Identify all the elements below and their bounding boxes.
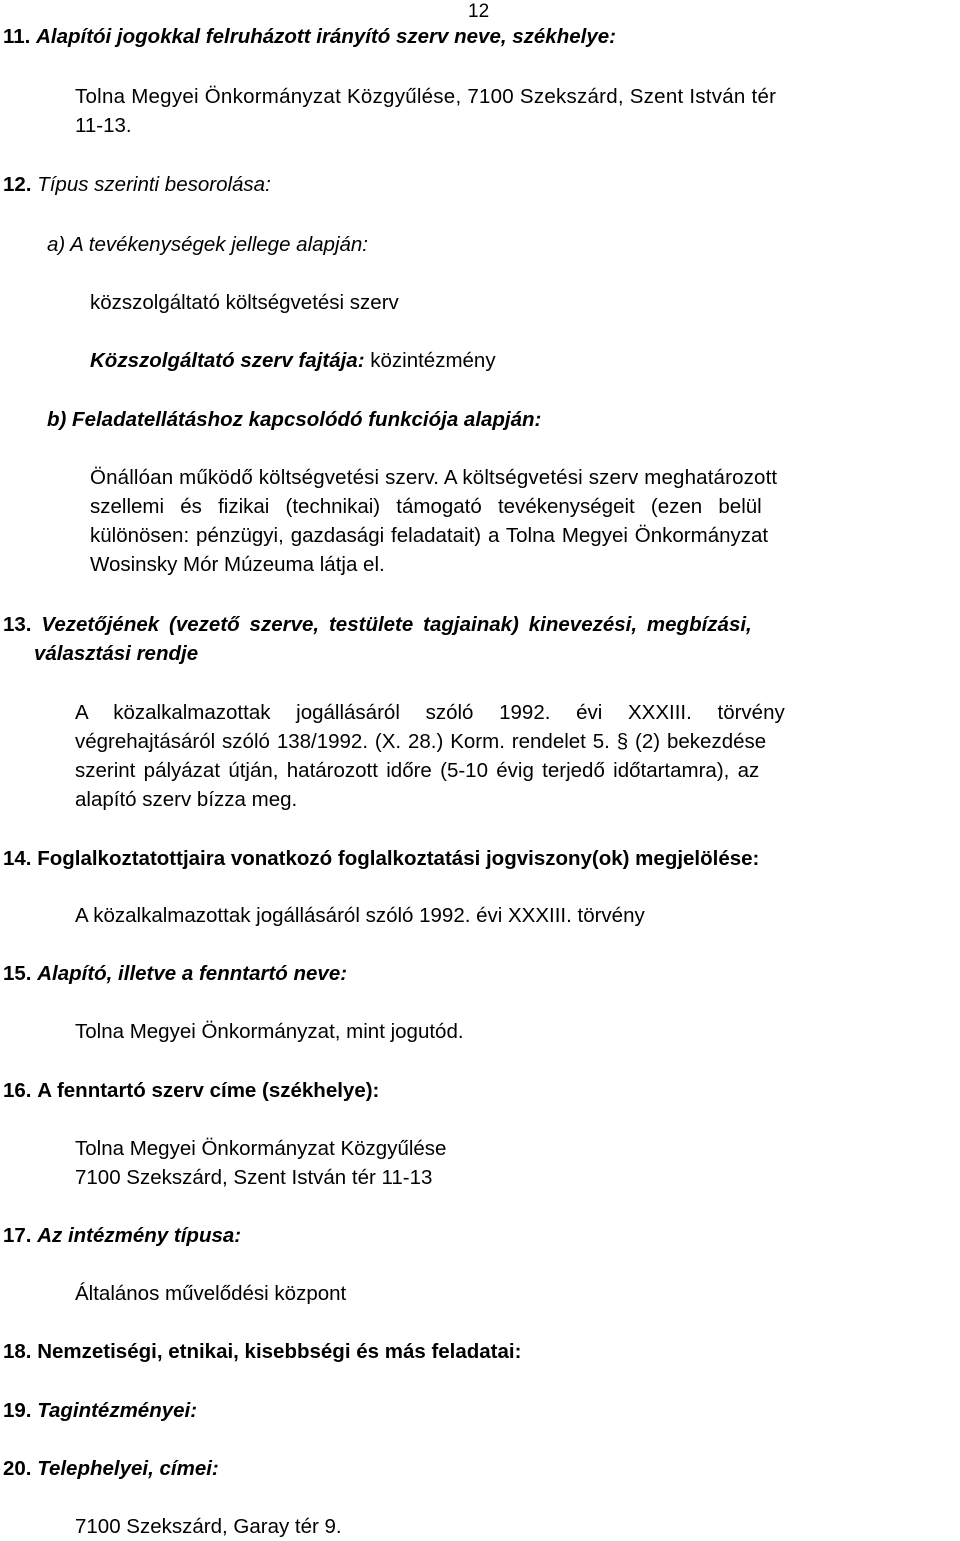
section-16-heading: [3, 1076, 379, 1105]
section-17-title: Az intézmény típusa:: [37, 1224, 242, 1247]
section-14-heading: [3, 844, 759, 873]
section-20-number: 20.: [3, 1457, 32, 1480]
section-12-b-label: b) Feladatellátáshoz kapcsolódó funkciója alapján:: [47, 408, 542, 431]
section-14-value: A közalkalmazottak jogállásáról szóló 1992. évi XXXIII. törvény: [75, 904, 645, 927]
section-14-title: Foglalkoztatottjaira vonatkozó foglalkoztatási jogviszony(ok) megjelölése:: [37, 847, 760, 870]
section-12-heading: [3, 170, 271, 199]
section-12-title: Típus szerinti besorolása:: [37, 173, 271, 196]
section-16-title: A fenntartó szerv címe (székhelye):: [37, 1079, 380, 1102]
section-12-type-label: Közszolgáltató szerv fajtája:: [90, 349, 365, 372]
section-12-b-line-2: szellemi és fizikai (technikai) támogató tevékenységeit (ezen belül: [90, 495, 762, 518]
section-19-heading: [3, 1396, 197, 1425]
section-19-number: 19.: [3, 1399, 32, 1422]
section-11-line-1: Tolna Megyei Önkormányzat Közgyűlése, 7100 Szekszárd, Szent István tér: [75, 85, 777, 108]
section-12-type-value: közintézmény: [364, 349, 496, 372]
section-16-number: 16.: [3, 1079, 32, 1102]
section-13-line-2: végrehajtásáról szóló 138/1992. (X. 28.) Korm. rendelet 5. § (2) bekezdése: [75, 730, 767, 753]
section-12-number: 12.: [3, 173, 32, 196]
section-15-number: 15.: [3, 962, 32, 985]
section-15-value: Tolna Megyei Önkormányzat, mint jogutód.: [75, 1020, 464, 1043]
section-17-heading: [3, 1221, 241, 1250]
section-12-a-label: a) A tevékenységek jellege alapján:: [47, 233, 368, 256]
section-13-heading-line-2: választási rendje: [34, 642, 199, 665]
page-number: 12: [468, 1, 490, 22]
section-17-number: 17.: [3, 1224, 32, 1247]
section-19-title: Tagintézményei:: [37, 1399, 198, 1422]
section-13-line-4: alapító szerv bízza meg.: [75, 788, 298, 811]
section-12-b-line-1: Önállóan működő költségvetési szerv. A költségvetési szerv meghatározott: [90, 466, 778, 489]
section-12-b-line-4: Wosinsky Mór Múzeuma látja el.: [90, 553, 385, 576]
section-11-line-2: 11-13.: [75, 114, 132, 137]
section-20-value: 7100 Szekszárd, Garay tér 9.: [75, 1515, 342, 1538]
section-18-number: 18.: [3, 1340, 32, 1363]
section-11-heading: [3, 22, 616, 51]
section-16-line-1: Tolna Megyei Önkormányzat Közgyűlése: [75, 1137, 447, 1160]
section-20-heading: [3, 1454, 219, 1483]
section-13-line-3: szerint pályázat útján, határozott időre (5-10 évig terjedő időtartamra), az: [75, 759, 760, 782]
section-18-heading: [3, 1337, 521, 1366]
section-17-value: Általános művelődési központ: [75, 1282, 347, 1305]
section-20-title: Telephelyei, címei:: [37, 1457, 219, 1480]
section-13-line-1: A közalkalmazottak jogállásáról szóló 1992. évi XXXIII. törvény: [75, 701, 785, 724]
section-18-title: Nemzetiségi, etnikai, kisebbségi és más feladatai:: [37, 1340, 522, 1363]
section-13-number: 13.: [3, 613, 32, 636]
section-14-number: 14.: [3, 847, 32, 870]
section-12-a-value: közszolgáltató költségvetési szerv: [90, 291, 399, 314]
section-12-b-line-3: különösen: pénzügyi, gazdasági feladatait) a Tolna Megyei Önkormányzat: [90, 524, 769, 547]
section-16-line-2: 7100 Szekszárd, Szent István tér 11-13: [75, 1166, 433, 1189]
section-13-heading-line-1: [3, 610, 752, 639]
section-13-title-1: Vezetőjének (vezető szerve, testülete tagjainak) kinevezési, megbízási,: [41, 613, 752, 636]
section-15-title: Alapító, illetve a fenntartó neve:: [37, 962, 348, 985]
section-12-type-line: [90, 346, 496, 375]
section-11-title: Alapítói jogokkal felruházott irányító szerv neve, székhelye:: [36, 25, 616, 48]
section-15-heading: [3, 959, 347, 988]
section-11-number: 11.: [3, 25, 31, 48]
